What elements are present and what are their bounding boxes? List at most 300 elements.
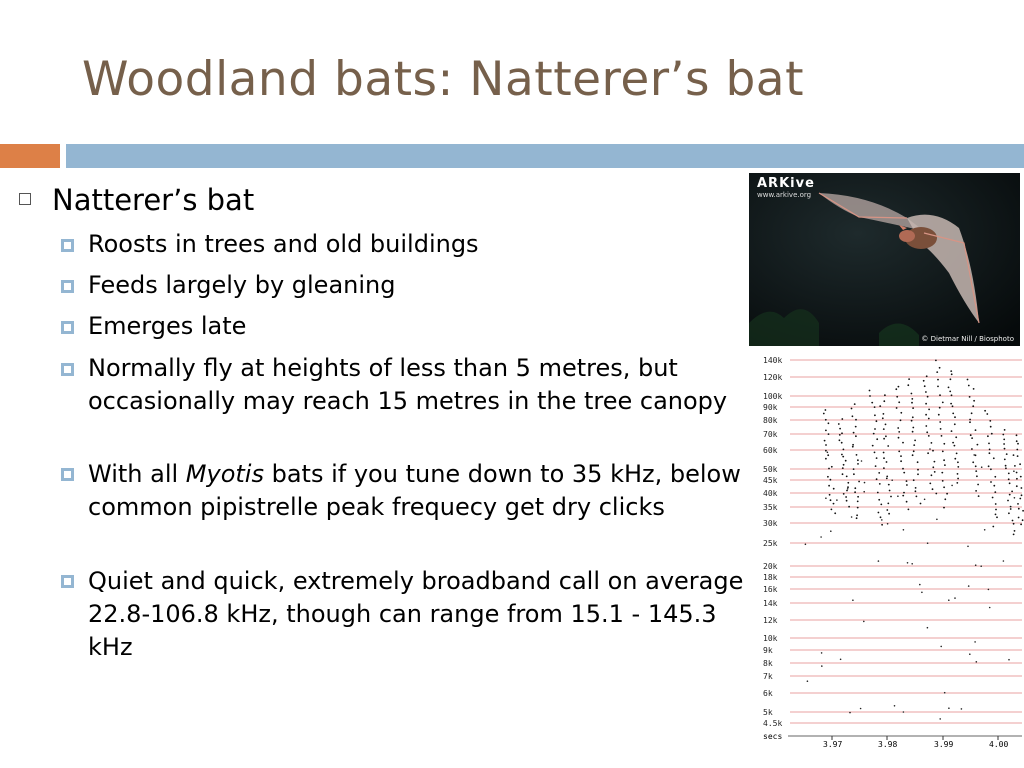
- call-dot: [872, 445, 874, 447]
- call-dot: [856, 514, 858, 516]
- call-dot: [944, 498, 946, 500]
- noise-dot: [897, 495, 899, 497]
- call-dot: [1022, 519, 1024, 521]
- call-dot: [912, 431, 914, 433]
- call-dot: [841, 418, 843, 420]
- call-dot: [971, 412, 973, 414]
- call-dot: [989, 420, 991, 422]
- call-dot: [957, 478, 959, 480]
- call-dot: [883, 467, 885, 469]
- call-dot: [952, 442, 954, 444]
- time-unit-label: secs: [763, 732, 783, 741]
- call-dot: [896, 407, 898, 409]
- call-dot: [839, 434, 841, 436]
- call-dot: [825, 409, 827, 411]
- call-dot: [876, 478, 878, 480]
- call-dot: [883, 428, 885, 430]
- noise-dot: [878, 560, 880, 562]
- call-dot: [969, 419, 971, 421]
- call-dot: [1013, 534, 1015, 536]
- call-dot: [916, 496, 918, 498]
- noise-dot: [827, 452, 829, 454]
- call-dot: [900, 460, 902, 462]
- call-dot: [939, 394, 941, 396]
- call-dot: [853, 473, 855, 475]
- call-dot: [927, 396, 929, 398]
- call-dot: [955, 436, 957, 438]
- call-dot: [885, 435, 887, 437]
- call-dot: [880, 516, 882, 518]
- noise-dot: [891, 479, 893, 481]
- call-dot: [851, 408, 853, 410]
- call-dot: [952, 413, 954, 415]
- freq-tick-label: 8k: [763, 659, 773, 668]
- call-dot: [883, 400, 885, 402]
- call-dot: [911, 393, 913, 395]
- freq-tick-label: 50k: [763, 465, 778, 474]
- call-dot: [992, 497, 994, 499]
- call-dot: [887, 503, 889, 505]
- call-dot: [968, 385, 970, 387]
- call-dot: [890, 496, 892, 498]
- noise-dot: [939, 718, 941, 720]
- noise-dot: [976, 661, 978, 663]
- call-dot: [1004, 448, 1006, 450]
- call-dot: [841, 432, 843, 434]
- bullet-icon: [61, 575, 74, 588]
- call-dot: [902, 495, 904, 497]
- call-dot: [900, 419, 902, 421]
- call-dot: [994, 476, 996, 478]
- photo-credit: © Dietmar Nill / Biosphoto: [921, 335, 1014, 343]
- noise-dot: [936, 519, 938, 521]
- call-dot: [1016, 449, 1018, 451]
- call-dot: [978, 495, 980, 497]
- call-dot: [852, 415, 854, 417]
- call-dot: [913, 479, 915, 481]
- noise-dot: [820, 536, 822, 538]
- call-dot: [975, 429, 977, 431]
- arkive-url: www.arkive.org: [757, 191, 812, 199]
- call-dot: [990, 468, 992, 470]
- call-dot: [906, 484, 908, 486]
- call-dot: [1013, 454, 1015, 456]
- freq-tick-label: 90k: [763, 403, 778, 412]
- call-dot: [928, 435, 930, 437]
- call-dot: [1005, 465, 1007, 467]
- call-dot: [886, 509, 888, 511]
- call-dot: [879, 405, 881, 407]
- call-dot: [977, 484, 979, 486]
- noise-dot: [860, 708, 862, 710]
- noise-dot: [951, 485, 953, 487]
- call-dot: [926, 375, 928, 377]
- call-dot: [852, 444, 854, 446]
- freq-tick-label: 4.5k: [763, 719, 783, 728]
- freq-tick-label: 12k: [763, 616, 778, 625]
- call-dot: [950, 370, 952, 372]
- call-dot: [989, 449, 991, 451]
- call-dot: [994, 491, 996, 493]
- call-dot: [898, 437, 900, 439]
- call-dot: [1018, 508, 1020, 510]
- slide-title: Woodland bats: Natterer’s bat: [82, 52, 805, 107]
- call-dot: [936, 371, 938, 373]
- noise-dot: [1013, 470, 1015, 472]
- call-dot: [935, 360, 937, 362]
- call-dot: [902, 468, 904, 470]
- call-dot: [992, 526, 994, 528]
- call-dot: [827, 454, 829, 456]
- call-dot: [1012, 520, 1014, 522]
- call-dot: [854, 491, 856, 493]
- freq-tick-label: 140k: [763, 356, 783, 365]
- call-dot: [950, 378, 952, 380]
- call-dot: [843, 464, 845, 466]
- arkive-logo: ARKive: [757, 176, 815, 191]
- call-dot: [967, 379, 969, 381]
- call-dot: [971, 437, 973, 439]
- noise-dot: [911, 563, 913, 565]
- call-dot: [989, 452, 991, 454]
- noise-dot: [864, 482, 866, 484]
- noise-dot: [903, 529, 905, 531]
- call-dot: [932, 450, 934, 452]
- call-dot: [876, 420, 878, 422]
- call-dot: [1016, 434, 1018, 436]
- call-dot: [972, 405, 974, 407]
- freq-tick-label: 60k: [763, 446, 778, 455]
- noise-dot: [851, 516, 853, 518]
- noise-dot: [881, 519, 883, 521]
- noise-dot: [919, 584, 921, 586]
- call-dot: [857, 501, 859, 503]
- call-dot: [824, 440, 826, 442]
- time-tick-label: 4.00: [989, 740, 1009, 749]
- call-dot: [877, 492, 879, 494]
- call-dot: [1016, 472, 1018, 474]
- call-dot: [1016, 440, 1018, 442]
- call-dot: [950, 403, 952, 405]
- bullet-icon: [61, 239, 74, 252]
- noise-dot: [840, 659, 842, 661]
- noise-dot: [984, 529, 986, 531]
- myotis-post: bats if you tune down to 35 kHz, below common pipistrelle peak frequecy get dry clicks: [88, 460, 741, 521]
- bullet-icon: [61, 280, 74, 293]
- call-dot: [876, 438, 878, 440]
- call-dot: [883, 452, 885, 454]
- freq-tick-label: 14k: [763, 599, 778, 608]
- call-dot: [917, 469, 919, 471]
- noise-dot: [861, 460, 863, 462]
- call-dot: [931, 474, 933, 476]
- noise-dot: [1014, 497, 1016, 499]
- call-dot: [858, 481, 860, 483]
- call-dot: [951, 394, 953, 396]
- call-dot: [828, 433, 830, 435]
- myotis-pre: With all: [88, 460, 186, 488]
- freq-tick-label: 5k: [763, 708, 773, 717]
- noise-dot: [981, 466, 983, 468]
- call-dot: [925, 391, 927, 393]
- call-dot: [828, 422, 830, 424]
- call-dot: [888, 484, 890, 486]
- time-tick-label: 3.97: [823, 740, 843, 749]
- noise-dot: [1008, 659, 1010, 661]
- call-dot: [825, 419, 827, 421]
- call-dot: [977, 444, 979, 446]
- noise-dot: [821, 665, 823, 667]
- call-dot: [1003, 443, 1005, 445]
- call-dot: [887, 445, 889, 447]
- noise-dot: [825, 497, 827, 499]
- sub-bullet-emerges: Emerges late: [88, 312, 247, 340]
- call-dot: [990, 426, 992, 428]
- call-dot: [903, 492, 905, 494]
- call-dot: [853, 468, 855, 470]
- call-dot: [886, 476, 888, 478]
- call-dot: [898, 451, 900, 453]
- call-dot: [883, 457, 885, 459]
- noise-dot: [847, 488, 849, 490]
- square-bullet-icon: [19, 193, 31, 205]
- noise-dot: [948, 599, 950, 601]
- call-dot: [934, 461, 936, 463]
- bullet-icon: [61, 468, 74, 481]
- call-dot: [1019, 498, 1021, 500]
- call-dot: [889, 490, 891, 492]
- noise-dot: [929, 448, 931, 450]
- call-dot: [874, 452, 876, 454]
- call-dot: [927, 452, 929, 454]
- call-dot: [993, 457, 995, 459]
- noise-dot: [944, 692, 946, 694]
- call-dot: [830, 479, 832, 481]
- call-dot: [942, 480, 944, 482]
- call-dot: [845, 496, 847, 498]
- call-dot: [990, 481, 992, 483]
- accent-bar-orange: [0, 144, 60, 168]
- freq-tick-label: 20k: [763, 562, 778, 571]
- noise-dot: [973, 454, 975, 456]
- call-dot: [882, 417, 884, 419]
- call-dot: [956, 482, 958, 484]
- call-dot: [973, 400, 975, 402]
- call-dot: [888, 513, 890, 515]
- call-dot: [1005, 467, 1007, 469]
- call-dot: [1008, 473, 1010, 475]
- noise-dot: [921, 592, 923, 594]
- call-dot: [856, 454, 858, 456]
- call-dot: [1004, 429, 1006, 431]
- call-dot: [857, 463, 859, 465]
- noise-dot: [852, 599, 854, 601]
- noise-dot: [903, 711, 905, 713]
- call-dot: [1009, 482, 1011, 484]
- call-dot: [874, 428, 876, 430]
- call-dot: [841, 454, 843, 456]
- call-dot: [855, 435, 857, 437]
- call-dot: [834, 512, 836, 514]
- accent-bar-blue: [66, 144, 1024, 168]
- call-dot: [903, 472, 905, 474]
- call-dot: [941, 435, 943, 437]
- noise-dot: [907, 562, 909, 564]
- noise-dot: [989, 607, 991, 609]
- call-dot: [878, 472, 880, 474]
- call-dot: [880, 504, 882, 506]
- call-dot: [906, 501, 908, 503]
- call-dot: [931, 442, 933, 444]
- call-dot: [943, 459, 945, 461]
- call-dot: [1013, 523, 1015, 525]
- call-dot: [847, 482, 849, 484]
- bat-photo: [749, 173, 1020, 346]
- call-dot: [943, 507, 945, 509]
- noise-dot: [821, 652, 823, 654]
- call-dot: [1018, 517, 1020, 519]
- call-dot: [831, 466, 833, 468]
- call-dot: [937, 386, 939, 388]
- noise-dot: [924, 499, 926, 501]
- call-dot: [879, 483, 881, 485]
- call-dot: [911, 398, 913, 400]
- call-dot: [898, 401, 900, 403]
- call-dot: [871, 402, 873, 404]
- call-dot: [995, 509, 997, 511]
- call-dot: [839, 428, 841, 430]
- call-dot: [896, 396, 898, 398]
- noise-dot: [863, 621, 865, 623]
- call-dot: [954, 458, 956, 460]
- call-dot: [928, 409, 930, 411]
- call-dot: [886, 461, 888, 463]
- call-dot: [908, 509, 910, 511]
- call-dot: [846, 490, 848, 492]
- spectrogram: [760, 348, 1024, 750]
- call-dot: [1017, 503, 1019, 505]
- call-dot: [970, 434, 972, 436]
- call-dot: [902, 442, 904, 444]
- call-dot: [854, 403, 856, 405]
- call-dot: [898, 386, 900, 388]
- call-dot: [831, 509, 833, 511]
- call-dot: [940, 428, 942, 430]
- myotis-italic: Myotis: [185, 460, 264, 488]
- call-dot: [842, 467, 844, 469]
- call-dot: [1002, 434, 1004, 436]
- noise-dot: [849, 712, 851, 714]
- call-dot: [1019, 463, 1021, 465]
- call-dot: [987, 435, 989, 437]
- call-dot: [825, 444, 827, 446]
- freq-tick-label: 18k: [763, 573, 778, 582]
- noise-dot: [807, 680, 809, 682]
- call-dot: [995, 514, 997, 516]
- call-dot: [957, 473, 959, 475]
- call-dot: [855, 419, 857, 421]
- call-dot: [1009, 494, 1011, 496]
- call-dot: [1017, 443, 1019, 445]
- call-dot: [932, 488, 934, 490]
- call-dot: [975, 490, 977, 492]
- call-dot: [956, 453, 958, 455]
- call-dot: [969, 421, 971, 423]
- call-dot: [969, 396, 971, 398]
- call-dot: [886, 478, 888, 480]
- call-dot: [843, 449, 845, 451]
- call-dot: [1014, 530, 1016, 532]
- call-dot: [878, 512, 880, 514]
- call-dot: [900, 455, 902, 457]
- sub-bullet-heights: Normally fly at heights of less than 5 metres, but occasionally may reach 15 metres in the tree canopy: [88, 354, 728, 415]
- call-dot: [957, 466, 959, 468]
- call-dot: [973, 388, 975, 390]
- call-dot: [1007, 500, 1009, 502]
- call-dot: [925, 414, 927, 416]
- freq-tick-label: 45k: [763, 476, 778, 485]
- call-dot: [876, 457, 878, 459]
- call-dot: [991, 433, 993, 435]
- call-dot: [855, 426, 857, 428]
- call-dot: [839, 439, 841, 441]
- call-dot: [838, 423, 840, 425]
- call-dot: [883, 438, 885, 440]
- call-dot: [917, 473, 919, 475]
- call-dot: [874, 414, 876, 416]
- noise-dot: [967, 546, 969, 548]
- sub-bullet-myotis: [88, 458, 758, 524]
- call-dot: [954, 416, 956, 418]
- call-dot: [935, 493, 937, 495]
- call-dot: [942, 402, 944, 404]
- freq-tick-label: 100k: [763, 392, 783, 401]
- call-dot: [912, 427, 914, 429]
- call-dot: [897, 427, 899, 429]
- call-dot: [976, 475, 978, 477]
- call-dot: [952, 405, 954, 407]
- noise-dot: [954, 597, 956, 599]
- call-dot: [951, 430, 953, 432]
- call-dot: [951, 373, 953, 375]
- call-dot: [1010, 508, 1012, 510]
- call-dot: [907, 384, 909, 386]
- call-dot: [972, 461, 974, 463]
- noise-dot: [887, 523, 889, 525]
- call-dot: [843, 493, 845, 495]
- call-dot: [885, 424, 887, 426]
- time-tick-label: 3.98: [878, 740, 898, 749]
- freq-tick-label: 16k: [763, 585, 778, 594]
- noise-dot: [894, 705, 896, 707]
- call-dot: [1020, 524, 1022, 526]
- noise-dot: [980, 565, 982, 567]
- call-dot: [1003, 439, 1005, 441]
- noise-dot: [940, 646, 942, 648]
- call-dot: [884, 394, 886, 396]
- call-dot: [939, 367, 941, 369]
- call-dot: [847, 486, 849, 488]
- call-dot: [932, 466, 934, 468]
- call-dot: [874, 406, 876, 408]
- call-dot: [1008, 478, 1010, 480]
- bullet-icon: [61, 363, 74, 376]
- call-dot: [912, 416, 914, 418]
- call-dot: [996, 516, 998, 518]
- call-dot: [944, 464, 946, 466]
- call-dot: [900, 412, 902, 414]
- call-dot: [913, 450, 915, 452]
